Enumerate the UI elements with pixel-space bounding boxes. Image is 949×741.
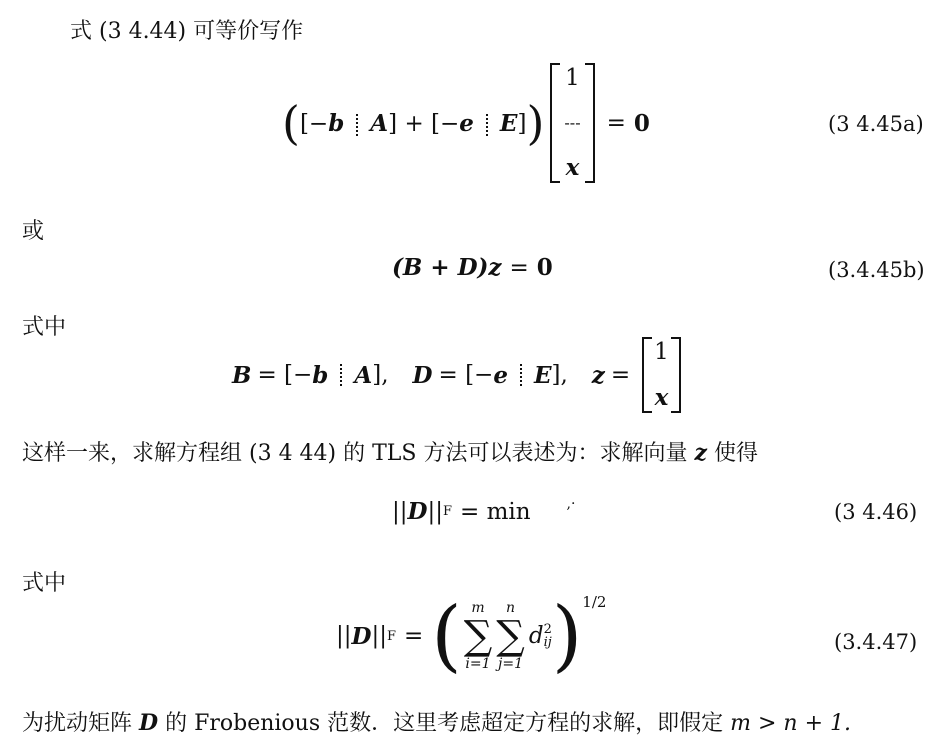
equation-46: || D || F = min ,· xyxy=(392,495,576,525)
sum-j: n ∑ j=1 xyxy=(496,600,525,672)
sum-i: m ∑ i=1 xyxy=(463,600,493,672)
equation-47: || D || F = ( m ∑ i=1 n ∑ j=1 d 2 ij ) 1/2 xyxy=(336,591,607,681)
equation-45a: ( [−b A] + [−e E] ) 1 --- x = 0 xyxy=(282,65,650,181)
eq-number-47: (3.4.47) xyxy=(834,630,918,654)
frobenius-description: 为扰动矩阵 D 的 Frobenious 范数．这里考虑超定方程的求解，即假定 m > n + 1. xyxy=(22,710,851,736)
vector-1-x: 1 --- x xyxy=(550,63,594,183)
where-text-1: 式中 xyxy=(22,315,67,340)
eq-number-45b: (3.4.45b) xyxy=(828,258,925,282)
tls-description: 这样一来，求解方程组 (3 4 44) 的 TLS 方法可以表述为：求解向量 z 使得 xyxy=(22,440,758,466)
eq45a-term: [−b A] + [−e E] xyxy=(299,109,527,137)
intro-text: 式 (3 4.44) 可等价写作 xyxy=(70,19,304,44)
or-text: 或 xyxy=(22,219,45,244)
equation-45b: (B + D)z = 0 xyxy=(392,254,553,281)
vector-z: 1 x xyxy=(642,337,681,413)
where-text-2: 式中 xyxy=(22,571,67,596)
eq-number-45a: (3 4.45a) xyxy=(828,112,924,136)
definitions-equation: B = [− b A ], D = [− e E ], z = 1 x xyxy=(232,334,687,416)
eq-number-46: (3 4.46) xyxy=(834,500,918,524)
